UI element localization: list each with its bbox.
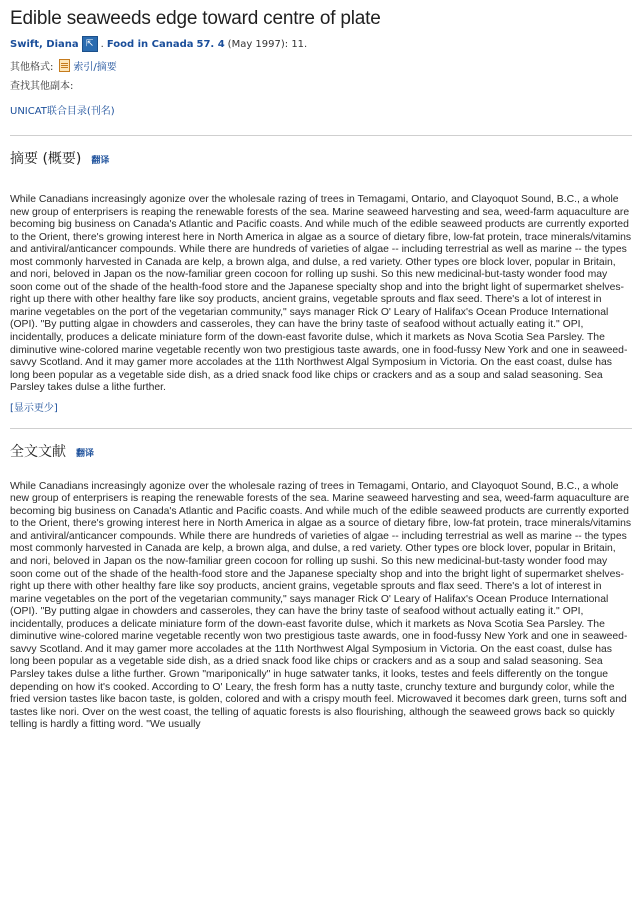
- other-copies-label: 查找其他副本:: [10, 81, 74, 92]
- other-formats-row: [10, 58, 632, 73]
- abstract-heading: 摘要 (概要): [10, 151, 82, 167]
- abstract-text: While Canadians increasingly agonize over the wholesale razing of trees in Temagami, Ontario, and Clayoquot Sound, B.C., a whole new group of enterprisers is reaping the renewable forests of the sea. Marine seaweed harvesting and sea, weed-farm aquaculture are becoming big business on Canada's Atlantic and Pacific coasts. And while much of the edible seaweed products are currently exported to the Orient, there's growing interest here in North America in algae as a source of dietary fibre, low-fat protein, trace minerals/vitamins and antiviral/anticancer compounds. While there are hundreds of varieties of algae -- including terrestrial as well as marine -- the types most commonly harvested in Canada are kelp, a brown alga, and dulse, a red variety. Other types ore block lover, popular in Britain, and nori, beloved in Japan os the now-familiar green cocoon for rolling up sushi. So this new medicinal-but-tasty wonder food may soon come out of the shade of the health-food store and the Japanese specialty shop and into the bright light of supermarket shelves-right up there with other healthy fare like soy products, ancient grains, vegetable sprouts and flax seed. There's a lot of interest in marine vegetables on the port of the vegetarian community," says manager Rick O' Leary of Halifax's Ocean Produce International (OPI). "By putting algae in chowders and casseroles, they can have the briny taste of seafood without actually eating it." OPI, incidentally, produces a delicate miniature form of the down-east favorite dulse, which it markets as Nova Scotia Sea Parsley. The diminutive wine-colored marine vegetable recently won two prestigious taste awards, one in food-fussy New York and one in seaweed-savvy Scotland. And it may gamer more accolades at the 11th Northwest Algal Symposium in Victoria. On the east coast, dulse has long been popular as a vegetable side dish, as a dried snack food like chips or crackers and as a soup and salad seasoning. Sea Parsley takes dulse a lithe further.: [10, 194, 632, 394]
- author-link[interactable]: Swift, Diana: [10, 38, 79, 50]
- fulltext-container: [10, 481, 632, 811]
- journal-link[interactable]: Food in Canada: [106, 38, 194, 50]
- abstract-translate-link[interactable]: 翻译: [91, 156, 110, 166]
- person-link-icon[interactable]: ⇱: [82, 36, 98, 52]
- other-copies-row: [10, 77, 632, 92]
- article-title: Edible seaweeds edge toward centre of plate: [10, 8, 381, 29]
- other-formats-label: 其他格式:: [10, 62, 54, 73]
- index-abstract-label: 索引/摘要: [73, 62, 117, 73]
- volume-issue-link[interactable]: 57. 4: [196, 38, 225, 50]
- fulltext-heading: 全文文献: [10, 443, 66, 460]
- section-divider: [10, 135, 632, 136]
- citation-separator: .: [100, 38, 104, 50]
- citation-line: [10, 36, 632, 52]
- show-less-link[interactable]: [显示更少]: [10, 402, 58, 414]
- unicat-link[interactable]: UNICAT联合目录(刊名): [10, 106, 115, 117]
- section-divider-2: [10, 428, 632, 429]
- abstract-header: [10, 148, 632, 168]
- fulltext-header: [10, 441, 632, 461]
- fulltext-translate-link[interactable]: 翻译: [76, 448, 95, 459]
- document-icon: [59, 59, 70, 72]
- citation-date: (May 1997): 11.: [227, 38, 308, 50]
- index-abstract-link[interactable]: [59, 58, 116, 73]
- fulltext-text: While Canadians increasingly agonize over the wholesale razing of trees in Temagami, Ontario, and Clayoquot Sound, B.C., a whole new group of enterprisers is reaping the renewable forests of the sea. Marine seaweed harvesting and sea, weed-farm aquaculture are becoming big business on Canada's Atlantic and Pacific coasts. And while much of the edible seaweed products are currently exported to the Orient, there's growing interest here in North America in algae as a source of dietary fibre, low-fat protein, trace minerals/vitamins and antiviral/anticancer compounds. While there are hundreds of varieties of algae -- including terrestrial as well as marine -- the types most commonly harvested in Canada are kelp, a brown alga, and dulse, a red variety. Other types ore block lover, popular in Britain, and nori, beloved in Japan os the now-familiar green cocoon for rolling up sushi. So this new medicinal-but-tasty wonder food may soon come out of the shade of the health-food store and the Japanese specialty shop and into the bright light of supermarket shelves-right up there with other healthy fare like soy products, ancient grains, vegetable sprouts and flax seed. There's a lot of interest in marine vegetables on the port of the vegetarian community," says manager Rick O' Leary of Halifax's Ocean Produce International (OPI). "By putting algae in chowders and casseroles, they can have the briny taste of seafood without actually eating it." OPI, incidentally, produces a delicate miniature form of the down-east favorite dulse, which it markets as Nova Scotia Sea Parsley. The diminutive wine-colored marine vegetable recently won two prestigious taste awards, one in food-fussy New York and one in seaweed-savvy Scotland. And it may gamer more accolades at the 11th Northwest Algal Symposium in Victoria. On the east coast, dulse has long been popular as a vegetable side dish, as a dried snack food like chips or crackers and as a soup and salad seasoning. Sea Parsley takes dulse a lithe further. Grown "mariponically" in huge satwater tanks, it looks, testes and feels differently on the tongue depending on how it's cooked. According to O' Leary, the fresh form has a nutty taste, crunchy texture and burgundy color, while the fried version tastes like bacon taste, is golden, colored and with a crispy mouth feel. Microwaved it becomes dark green, turns soft and tastes like nori. Over on the west coast, the telling of aquatic forests is also flourishing, although the seaweed grows back so quickly telling is hardly a fitting word. "We usually: [10, 480, 632, 731]
